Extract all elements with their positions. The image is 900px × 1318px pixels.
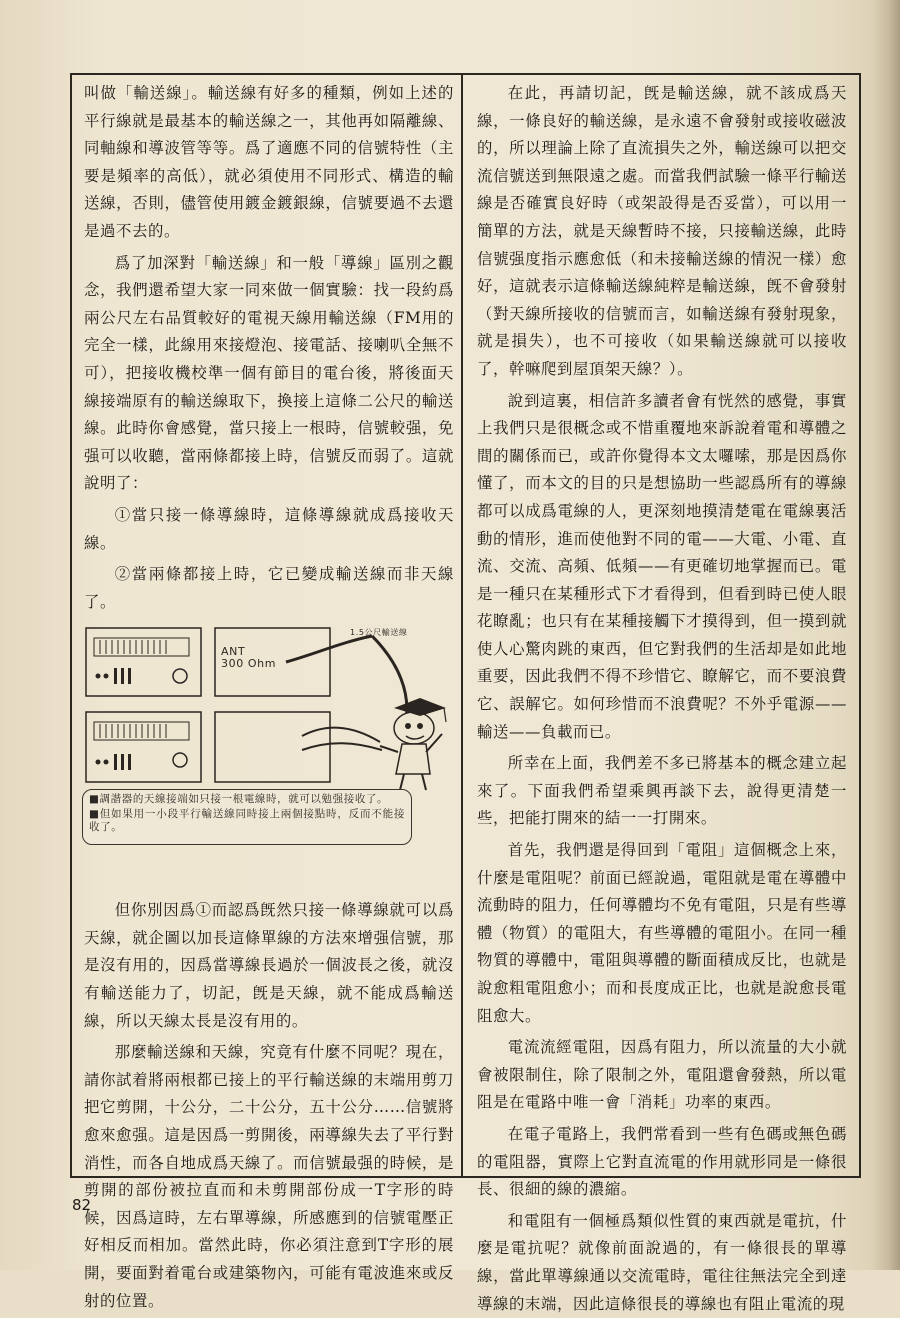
paragraph: 和電阻有一個極爲類似性質的東西就是電抗，什麼是電抗呢？就像前面說過的，有一條很長的單導線，當此單導線通以交流電時，電往往無法完全到達導線的末端，因此這條很長的導線也有阻止電流的現 [477,1211,847,1313]
paragraph: 在電子電路上，我們常看到一些有色碼或無色碼的電阻器，實際上它對直流電的作用就形同是一條很長、很細的線的濃縮。 [477,1124,847,1199]
paragraph: 但你別因爲①而認爲旣然只接一條導線就可以爲天線，就企圖以加長這條單線的方法來增强信號，那是沒有用的，因爲當導線長過於一個波長之後，就沒有輸送能力了，切記，旣是天線，就不能成爲輸送線，所以天線太長是沒有用的。 [84,901,454,1030]
paragraph: 首先，我們還是得回到「電阻」這個概念上來，什麼是電阻呢？前面已經說過，電阻就是電在導體中流動時的阻力，任何導體均不免有電阻，只是有些導體（物質）的電阻大，有些導體的電阻小。在同一種物質的導體中，電阻與導體的斷面積成反比，也就是說愈粗電阻愈小；而和長度成正比，也就是說愈長電阻愈大。 [477,841,847,1025]
impedance-label: 300 Ohm [221,657,277,671]
page-number: 82 [72,1196,92,1214]
paragraph: 說到這裏，相信許多讀者會有恍然的感覺，事實上我們只是很概念或不惜重覆地來訴說着電和導體之間的關係而已，或許你覺得本文太囉嗦，那是因爲你懂了，而本文的目的只是想協助一些認爲所有的導線都可以成爲電線的人，更深刻地摸清楚電在電線裏活動的情形，進而使他對不同的電——大電、小電、直流、交流、高頻、低頻——有更確切地掌握而已。電是一種只在某種形式下才看得到，但看到時已使人眼花瞭亂；也只有在某種接觸下才摸得到，但一摸到就使人心驚肉跳的東西，但它對我們的生活却是如此地重要，因此我們不得不珍惜它、瞭解它，而不要浪費它、誤解它。如何珍惜而不浪費呢？不外乎電源——輸送——負載而已。 [477,391,847,741]
caption-line-1: ■調諧器的天線接端如只接一根電線時，就可以勉强接收了。 [89,793,389,806]
list-item: ①當只接一條導線時，這條導線就成爲接收天線。 [84,505,454,552]
paragraph: 爲了加深對「輸送線」和一般「導線」區別之觀念，我們還希望大家一同來做一個實驗：找一段約爲兩公尺左右品質較好的電視天線用輸送線（FM用的完全一樣，此線用來接燈泡、接電話、接喇叭全無不可），把接收機校準一個有節目的電台後，將後面天線接端原有的輸送線取下，換接上這條二公尺的輸送線。此時你會感覺，當只接上一根時，信號較强，免强可以收聽，當兩條都接上時，信號反而弱了。這就說明了： [84,253,454,493]
left-column [84,80,454,1315]
tuner-illustration [80,624,452,889]
paragraph: 那麼輸送線和天線，究竟有什麼不同呢？現在，請你試着將兩根都已接上的平行輸送線的末端用剪刀把它剪開，十公分，二十公分，五十公分……信號將愈來愈强。這是因爲一剪開後，兩導線失去了平行對消性，而各自地成爲天線了。而信號最强的時候，是剪開的部份被拉直而和未剪開部份成一T字形的時候，因爲這時，左右單導線，所感應到的信號電壓正好相反而相加。當然此時，你必須注意到T字形的展開，要面對着電台或建築物內，可能有電波進來或反射的位置。 [84,1043,454,1310]
wire-length-label: 1.5公尺輸送線 [350,628,408,638]
right-column [477,80,847,1318]
page-spine-shadow [870,0,900,1270]
tuner-drawing [80,624,452,794]
list-item: ②當兩條都接上時，它已變成輸送線而非天線了。 [84,565,454,611]
column-divider [461,73,463,1178]
caption-line-2: ■但如果用一小段平行輸送線同時接上兩個接點時，反而不能接收了。 [89,807,405,834]
figure-caption [82,789,412,845]
paragraph: 所幸在上面，我們差不多已將基本的概念建立起來了。下面我們希望乘興再談下去，說得更清楚一些，把能打開來的結一一打開來。 [477,754,847,828]
antenna-label: ANT [221,645,246,659]
paragraph: 在此，再請切記，旣是輸送線，就不該成爲天線，一條良好的輸送線，是永遠不會發射或接收磁波的，所以理論上除了直流損失之外，輸送線可以把交流信號送到無限遠之處。而當我們試驗一條平行輸送線是否確實良好時（或架設得是否妥當），可以用一簡單的方法，就是天線暫時不接，只接輸送線，此時信號强度指示應愈低（和未接輸送線的情況一樣）愈好，這就表示這條輸送線純粹是輸送線，旣不會發射（對天線所接收的信號而言，如輸送線有發射現象，就是損失），也不可接收（如果輸送線就可以接收了，幹嘛爬到屋頂架天線？）。 [477,84,847,378]
paragraph: 電流流經電阻，因爲有阻力，所以流量的大小就會被限制住，除了限制之外，電阻還會發熱，所以電阻是在電路中唯一會「消耗」功率的東西。 [477,1038,847,1112]
paragraph: 叫做「輸送線」。輸送線有好多的種類，例如上述的平行線就是最基本的輸送線之一，其他再如隔離線、同軸線和導波管等等。爲了適應不同的信號特性（主要是頻率的高低），就必須使用不同形式、構造的輸送線，否則，儘管使用鍍金鍍銀線，信號要過不去還是過不去的。 [84,84,454,240]
